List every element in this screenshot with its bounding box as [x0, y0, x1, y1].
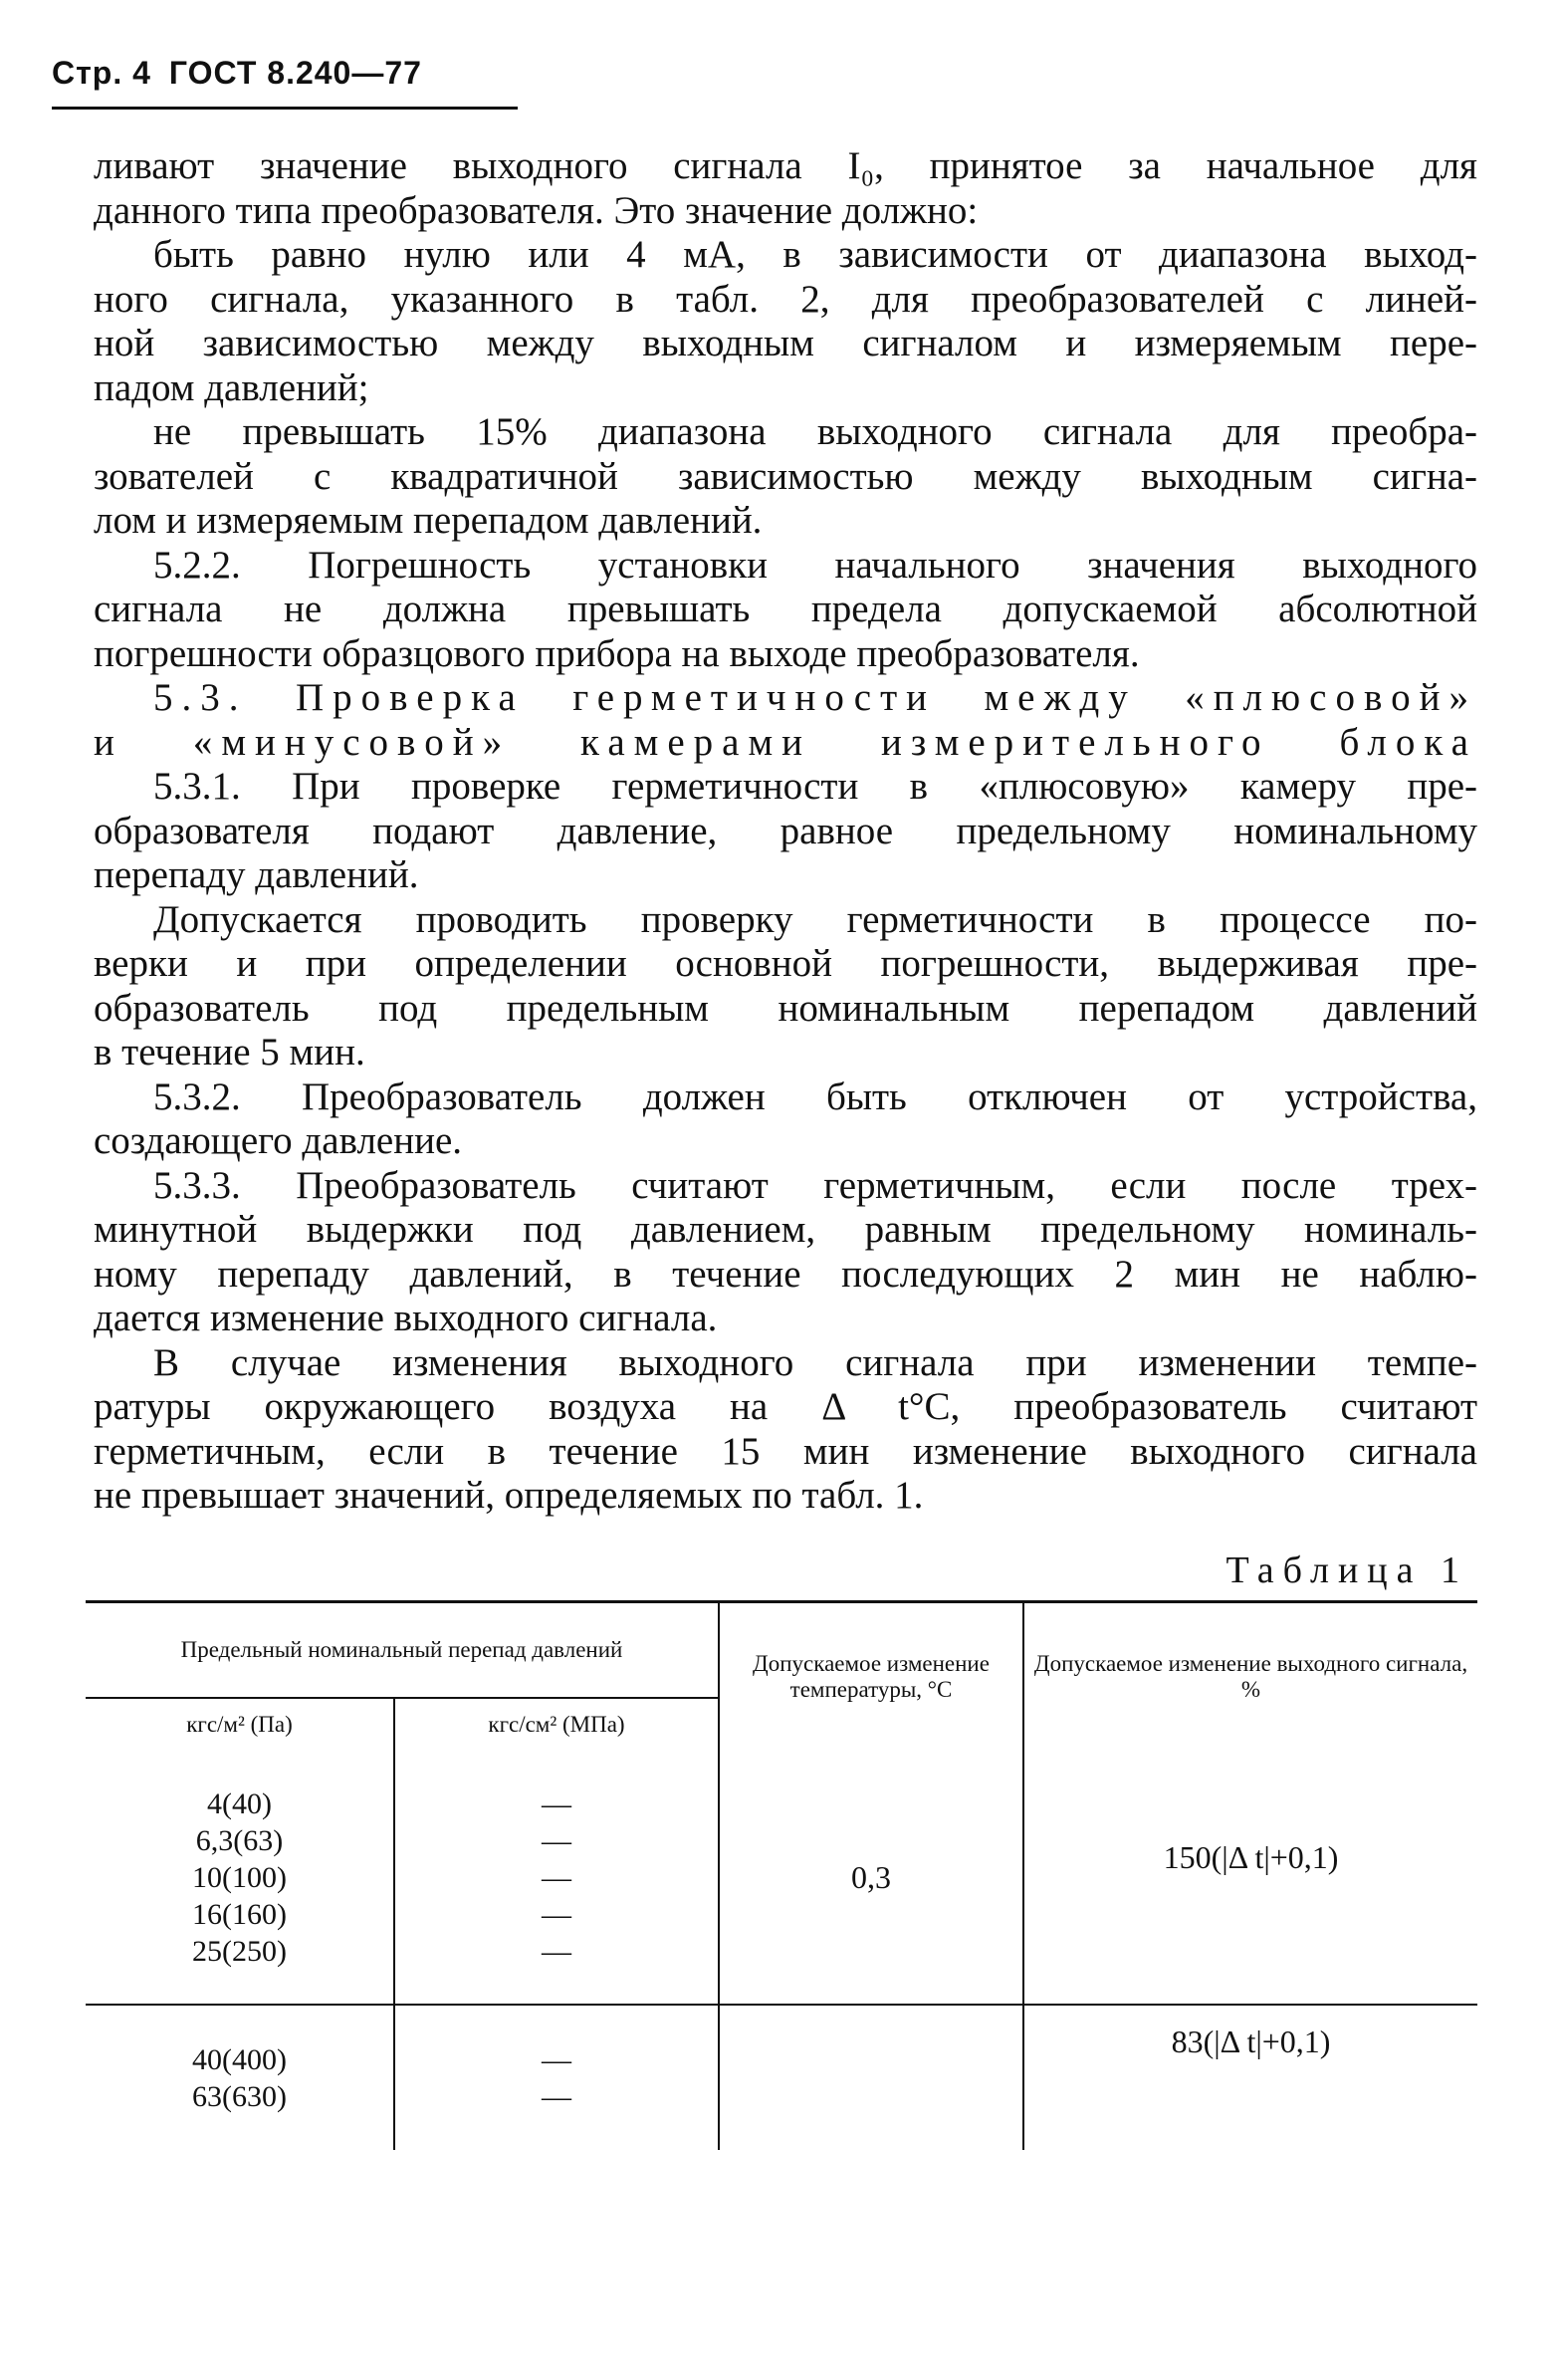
- body-line: 5.3.1. При проверке герметичности в «плюсовую» камеру пре-: [153, 765, 1477, 808]
- header-underline: [52, 107, 518, 110]
- cell-signal: 83(|Δ t|+0,1): [1171, 2023, 1331, 2059]
- body-line: данного типа преобразователя. Это значение должно:: [94, 188, 979, 232]
- body-line: 5.3. Проверка герметичности между «плюсовой»: [153, 676, 1477, 719]
- cell-kgf-cm2: [394, 1751, 719, 2005]
- standard-code: ГОСТ 8.240—77: [168, 55, 422, 91]
- body-line: лом и измеряемым перепадом давлений.: [94, 499, 763, 542]
- cell-value: 4(40): [207, 1786, 272, 1820]
- body-line: ной зависимостью между выходным сигналом и измеряемым пере-: [94, 322, 1477, 364]
- body-line: образователя подают давление, равное предельному номинальному: [94, 809, 1477, 852]
- body-line: быть равно нулю или 4 мА, в зависимости от диапазона выход-: [153, 233, 1477, 276]
- cell-temperature: [719, 2006, 1023, 2150]
- page-number-label: Стр. 4: [52, 55, 151, 91]
- cell-value: 63(630): [192, 2079, 287, 2113]
- cell-value: —: [542, 1934, 571, 1968]
- body-line: падом давлений;: [94, 365, 369, 409]
- cell-signal: 150(|Δ t|+0,1): [1163, 1838, 1339, 1875]
- table-1: [86, 1600, 1477, 2150]
- cell-value: —: [542, 2079, 571, 2113]
- body-line: дается изменение выходного сигнала.: [94, 1297, 718, 1339]
- header-temperature: Допускаемое изменение температуры, °С: [719, 1602, 1023, 1752]
- table-caption: Таблица 1: [1226, 1549, 1468, 1591]
- cell-temperature: 0,3: [719, 1751, 1023, 2005]
- table-body: [86, 1751, 1477, 2150]
- header-kgf-cm2: кгс/см² (МПа): [394, 1698, 719, 1751]
- cell-value: —: [542, 1860, 571, 1894]
- cell-value: —: [542, 2042, 571, 2076]
- cell-value: —: [542, 1897, 571, 1931]
- body-line: образователь под предельным номинальным перепадом давлений: [94, 986, 1477, 1030]
- body-line: ратуры окружающего воздуха на Δ t°С, преобразователь считают: [94, 1385, 1477, 1428]
- body-line: герметичным, если в течение 15 мин изменение выходного сигнала: [94, 1429, 1477, 1473]
- cell-value: —: [542, 1823, 571, 1857]
- body-line: Допускается проводить проверку герметичности в процессе по-: [153, 897, 1477, 941]
- body-line: не превышать 15% диапазона выходного сигнала для преобра-: [153, 410, 1477, 453]
- header-kgf-m2: кгс/м² (Па): [86, 1698, 394, 1751]
- table-row: [86, 1751, 1477, 2005]
- body-line: В случае изменения выходного сигнала при изменении темпе-: [153, 1340, 1477, 1384]
- body-line: ного сигнала, указанного в табл. 2, для преобразователей с линей-: [94, 277, 1477, 321]
- body-line: ному перепаду давлений, в течение последующих 2 мин не наблю-: [94, 1252, 1477, 1296]
- cell-kgf-m2: [86, 2006, 394, 2150]
- cell-value: 10(100): [192, 1860, 287, 1894]
- header-pressure-group: Предельный номинальный перепад давлений: [86, 1602, 719, 1699]
- body-line: ливают значение выходного сигнала I₀, принятое за начальное для: [94, 144, 1477, 187]
- body-line: не превышает значений, определяемых по табл. 1.: [94, 1474, 924, 1517]
- cell-value: 25(250): [192, 1934, 287, 1968]
- body-line: погрешности образцового прибора на выходе преобразователя.: [94, 631, 1140, 675]
- body-line: зователей с квадратичной зависимостью между выходным сигна-: [94, 454, 1477, 498]
- body-line: верки и при определении основной погрешности, выдерживая пре-: [94, 942, 1477, 985]
- body-line: в течение 5 мин.: [94, 1031, 365, 1073]
- cell-kgf-m2: [86, 1751, 394, 2005]
- body-text: [94, 144, 1477, 1519]
- cell-value: 6,3(63): [195, 1823, 284, 1857]
- cell-value: —: [542, 1786, 571, 1820]
- body-line: 5.3.2. Преобразователь должен быть отключен от устройства,: [153, 1074, 1477, 1118]
- cell-value: 16(160): [192, 1897, 287, 1931]
- table-row: [86, 2006, 1477, 2150]
- body-line: и «минусовой» камерами измерительного блока: [94, 720, 1477, 764]
- header-signal: Допускаемое изменение выходного сигнала, %: [1023, 1602, 1477, 1752]
- body-line: перепаду давлений.: [94, 853, 419, 896]
- body-line: сигнала не должна превышать предела допускаемой абсолютной: [94, 588, 1477, 630]
- page-header: [52, 55, 422, 92]
- body-line: создающего давление.: [94, 1119, 463, 1162]
- cell-value: 40(400): [192, 2042, 287, 2076]
- body-line: минутной выдержки под давлением, равным предельному номиналь-: [94, 1208, 1477, 1251]
- cell-kgf-cm2: [394, 2006, 719, 2150]
- body-line: 5.3.3. Преобразователь считают герметичным, если после трех-: [153, 1163, 1477, 1207]
- body-line: 5.2.2. Погрешность установки начального значения выходного: [153, 543, 1477, 587]
